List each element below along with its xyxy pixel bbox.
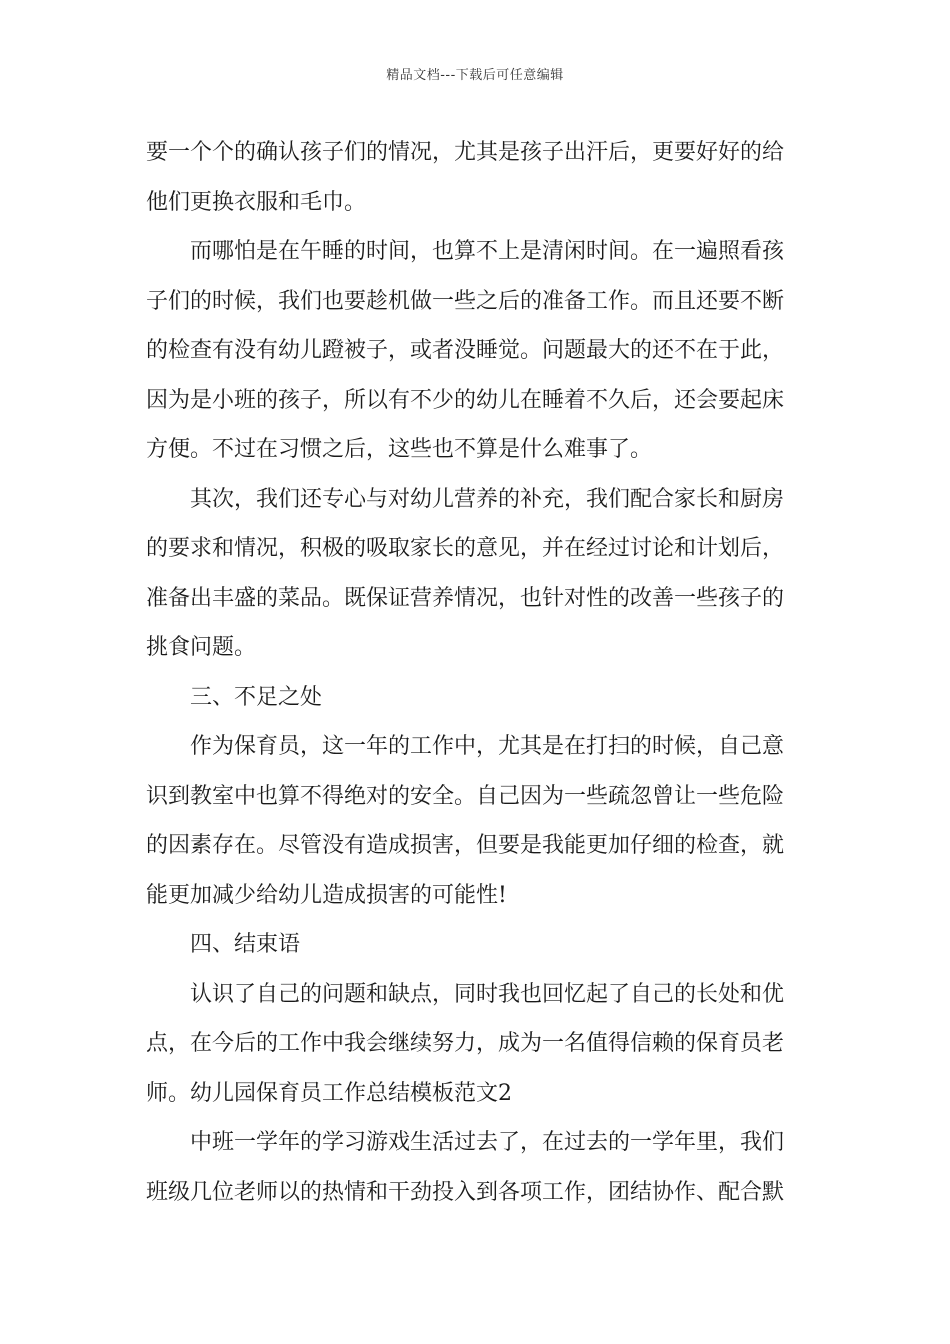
text-line: 因为是小班的孩子，所以有不少的幼儿在睡着不久后，还会要起床 (146, 387, 785, 413)
text-line: 识到教室中也算不得绝对的安全。自己因为一些疏忽曾让一些危险 (146, 783, 785, 809)
text-line: 点，在今后的工作中我会继续努力，成为一名值得信赖的保育员老 (146, 1031, 785, 1056)
page-header: 精品文档---下载后可任意编辑 (386, 68, 564, 83)
text-line: 而哪怕是在午睡的时间，也算不上是清闲时间。在一遍照看孩 (190, 239, 785, 264)
text-line: 的因素存在。尽管没有造成损害，但要是我能更加仔细的检查，就 (146, 833, 785, 858)
text-line: 他们更换衣服和毛巾。 (146, 189, 367, 215)
text-line: 师。幼儿园保育员工作总结模板范文2 (146, 1080, 512, 1106)
body-text (146, 128, 806, 1217)
text-line: 的要求和情况，积极的吸取家长的意见，并在经过讨论和计划后， (146, 536, 785, 561)
text-line: 准备出丰盛的菜品。既保证营养情况，也针对性的改善一些孩子的 (146, 585, 785, 611)
text-line: 要一个个的确认孩子们的情况，尤其是孩子出汗后，更要好好的给 (146, 140, 785, 165)
text-line: 作为保育员，这一年的工作中，尤其是在打扫的时候，自己意 (190, 734, 785, 759)
section-heading: 三、不足之处 (190, 684, 323, 710)
text-line: 其次，我们还专心与对幼儿营养的补充，我们配合家长和厨房 (190, 486, 785, 512)
text-line: 中班一学年的学习游戏生活过去了，在过去的一学年里，我们 (190, 1130, 785, 1155)
text-line: 能更加减少给幼儿造成损害的可能性! (146, 882, 507, 908)
text-line: 的检查有没有幼儿蹬被子，或者没睡觉。问题最大的还不在于此， (146, 338, 785, 363)
text-line: 认识了自己的问题和缺点，同时我也回忆起了自己的长处和优 (190, 981, 785, 1007)
text-line: 挑食问题。 (146, 635, 257, 660)
text-line: 班级几位老师以的热情和干劲投入到各项工作，团结协作、配合默 (146, 1179, 785, 1205)
text-line: 方便。不过在习惯之后，这些也不算是什么难事了。 (146, 437, 653, 462)
text-line: 子们的时候，我们也要趁机做一些之后的准备工作。而且还要不断 (146, 288, 785, 314)
section-heading: 四、结束语 (190, 932, 301, 957)
